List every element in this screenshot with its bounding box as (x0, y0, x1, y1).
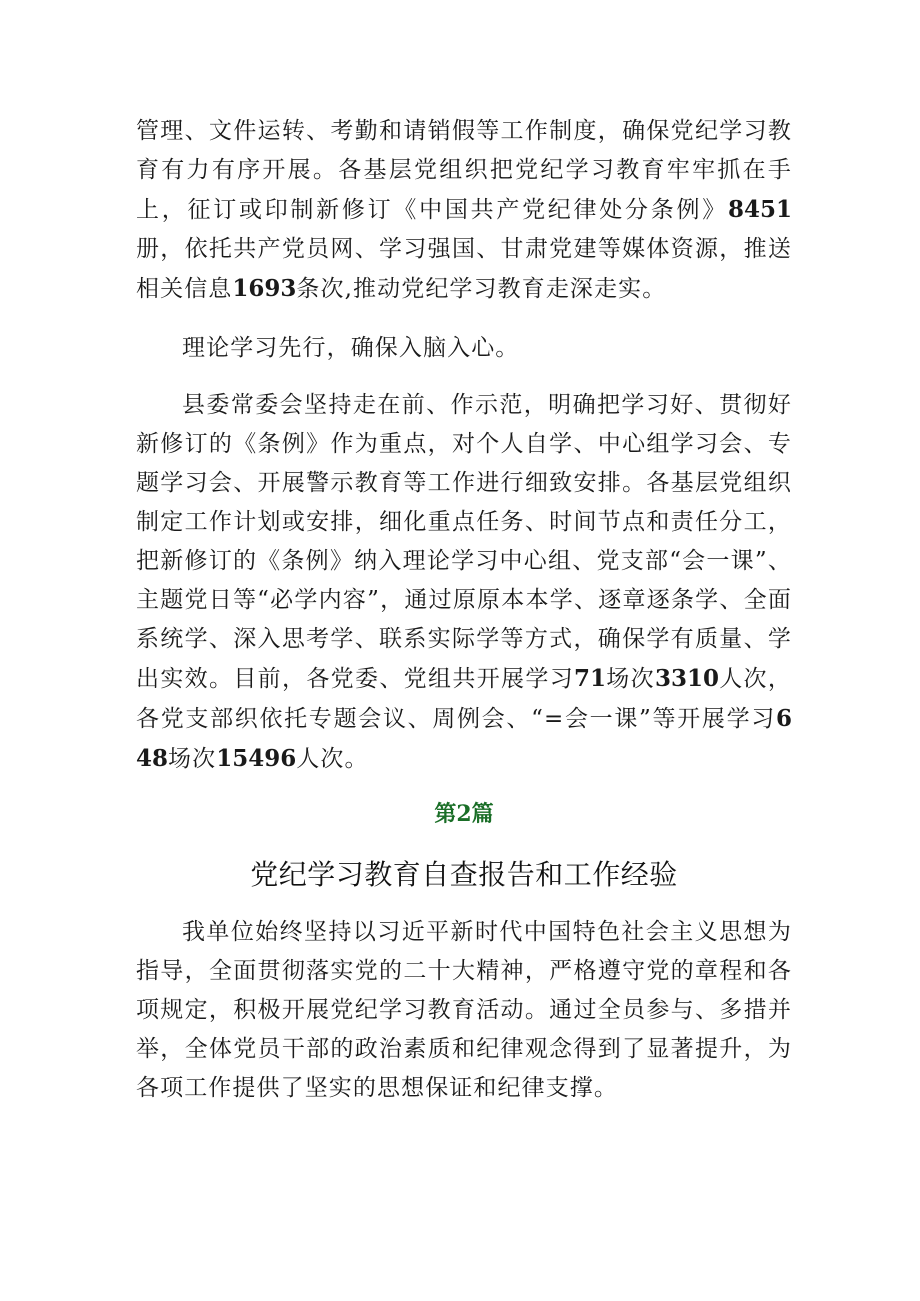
document-body (136, 112, 792, 1108)
number-copies: 8451 (727, 196, 792, 223)
paragraph-theory-study: 理论学习先行，确保入脑入心。 (182, 335, 520, 361)
text-run: 人次，各党支部织依托专题会议、周例会、“=会一课”等开展学习 (136, 666, 792, 732)
number-attendance-branch: 15496 (216, 745, 297, 772)
paragraph-work-system (136, 112, 792, 309)
section-title: 党纪学习教育自查报告和工作经验 (250, 858, 678, 891)
text-run: 册，依托共产党员网、学习强国、甘肃党建等媒体资源，推送相关信息 (136, 236, 792, 302)
number-sessions-branch: 648 (136, 705, 792, 772)
paragraph-unit-summary: 我单位始终坚持以习近平新时代中国特色社会主义思想为指导，全面贯彻落实党的二十大精神，严格遵守党的章程和各项规定，积极开展党纪学习教育活动。通过全员参与、多措并举，全体党员干部的政治素质和纪律观念得到了显著提升，为各项工作提供了坚实的思想保证和纪律支撑。 (136, 919, 792, 1101)
text-run: 场次 (168, 746, 217, 772)
number-sessions-committee: 71 (574, 665, 607, 692)
text-run: 条次,推动党纪学习教育走深走实。 (296, 276, 667, 302)
section-label: 第2篇 (434, 801, 494, 827)
text-run: 县委常委会坚持走在前、作示范，明确把学习好、贯彻好新修订的《条例》作为重点，对个人自学、中心组学习会、专题学习会、开展警示教育等工作进行细致安排。各基层党组织制定工作计划或安排，细化重点任务、时间节点和责任分工，把新修订的《条例》纳入理论学习中心组、党支部“会一课”、主题党日等“必学内容”，通过原原本本学、逐章逐条学、全面系统学、深入思考学、联系实际学等方式，确保学有质量、学出实效。目前，各党委、党组共开展学习 (136, 392, 792, 692)
text-run: 场次 (606, 666, 655, 692)
paragraph-committee-study (136, 386, 792, 779)
number-attendance-committee: 3310 (654, 665, 719, 692)
number-pushes: 1693 (232, 275, 297, 302)
text-run: 人次。 (296, 746, 369, 772)
text-run: 管理、文件运转、考勤和请销假等工作制度，确保党纪学习教育有力有序开展。各基层党组织把党纪学习教育牢牢抓在手上，征订或印制新修订《中国共产党纪律处分条例》 (136, 118, 792, 223)
